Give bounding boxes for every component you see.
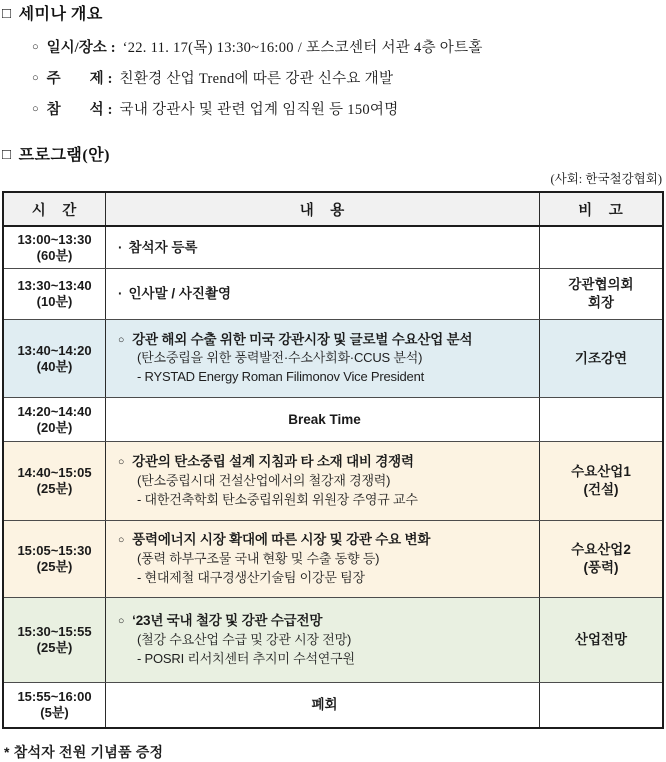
overview-list <box>32 33 664 126</box>
note-line: 회장 <box>587 295 615 310</box>
time-duration: (10분) <box>36 294 73 309</box>
note-cell <box>540 598 662 682</box>
content-line-center <box>118 410 531 430</box>
overview-item-value: ‘22. 11. 17(목) 13:30~16:00 / 포스코센터 서관 4층 아트홀 <box>122 40 483 56</box>
table-header-content: 내 용 <box>106 193 540 225</box>
overview-title-text: 세미나 개요 <box>18 6 103 23</box>
content-line-text: 강관의 탄소중립 설계 지침과 타 소재 대비 경쟁력 <box>132 454 414 470</box>
note-cell <box>540 227 662 268</box>
time-cell <box>4 320 106 397</box>
note-line: 수요산업1 <box>571 464 631 480</box>
time-range: 13:30~13:40 <box>17 278 92 294</box>
time-cell <box>4 598 106 682</box>
content-line-main <box>118 452 531 472</box>
content-line-text: (탄소중립시대 건설산업에서의 철강재 경쟁력) <box>137 472 391 488</box>
content-line-speaker <box>118 650 531 669</box>
circle-bullet-icon: ○ <box>32 103 39 115</box>
table-row <box>4 598 662 683</box>
note-line: 산업전망 <box>574 632 628 648</box>
content-line-sub <box>118 550 531 569</box>
note-cell <box>540 398 662 441</box>
footnote: * 참석자 전원 기념품 증정 <box>4 744 164 760</box>
time-range: 14:20~14:40 <box>17 403 92 419</box>
content-line-sub <box>118 631 531 650</box>
square-bullet-icon: □ <box>2 147 12 163</box>
content-line-text: - 대한건축학회 탄소중립위원회 위원장 주영규 교수 <box>137 491 418 507</box>
circle-bullet-icon: ○ <box>118 534 125 547</box>
program-title-text: 프로그램(안) <box>18 147 110 164</box>
dot-bullet-icon: · <box>118 239 123 255</box>
table-header-row <box>4 193 662 227</box>
time-cell <box>4 442 106 520</box>
table-row <box>4 398 662 442</box>
note-cell <box>540 442 662 520</box>
time-duration: (5분) <box>40 705 69 720</box>
table-row <box>4 320 662 398</box>
overview-item-label: 주 제 <box>46 71 104 87</box>
table-body <box>4 227 662 727</box>
content-line-bullet <box>118 238 531 258</box>
table-row <box>4 269 662 320</box>
note-line: 강관협의회 <box>568 277 634 293</box>
time-cell <box>4 227 106 268</box>
content-line-sub <box>118 349 531 368</box>
overview-item-label: 참 석 <box>46 102 104 118</box>
circle-bullet-icon: ○ <box>118 456 125 469</box>
program-section <box>2 145 664 729</box>
program-section-title <box>2 145 664 167</box>
time-duration: (25분) <box>36 481 73 496</box>
content-line-text: 강관 해외 수출 위한 미국 강관시장 및 글로벌 수요산업 분석 <box>132 331 473 347</box>
circle-bullet-icon: ○ <box>32 41 39 53</box>
time-range: 15:30~15:55 <box>17 624 92 640</box>
time-range: 13:40~14:20 <box>17 342 92 358</box>
time-cell <box>4 398 106 441</box>
content-line-text: Break Time <box>288 411 361 427</box>
content-line-text: ‘23년 국내 철강 및 강관 수급전망 <box>132 613 323 629</box>
note-cell <box>540 683 662 727</box>
note-cell <box>540 320 662 397</box>
note-cell <box>540 521 662 597</box>
content-line-text: - RYSTAD Energy Roman Filimonov Vice President <box>137 369 425 385</box>
content-cell <box>106 598 540 682</box>
time-duration: (60분) <box>36 247 73 263</box>
table-row <box>4 442 662 521</box>
content-line-bullet <box>118 284 531 304</box>
content-line-center <box>118 695 531 715</box>
content-cell <box>106 320 540 397</box>
time-range: 15:55~16:00 <box>17 689 92 705</box>
content-cell <box>106 521 540 597</box>
content-line-text: (풍력 하부구조물 국내 현황 및 수출 동향 등) <box>137 550 380 566</box>
content-line-text: - POSRI 리서치센터 추지미 수석연구원 <box>137 650 355 666</box>
content-cell <box>106 227 540 268</box>
time-duration: (25분) <box>36 559 73 574</box>
time-duration: (25분) <box>36 640 73 655</box>
overview-item-attendees <box>32 95 664 126</box>
overview-item-colon: : <box>107 71 113 87</box>
content-line-text: (탄소중립을 위한 풍력발전·수소사회화·CCUS 분석) <box>137 350 423 366</box>
time-cell <box>4 269 106 319</box>
program-table <box>2 191 664 729</box>
circle-bullet-icon: ○ <box>118 333 125 346</box>
moderator-note: (사회: 한국철강협회) <box>550 172 662 186</box>
content-line-speaker <box>118 569 531 588</box>
time-duration: (20분) <box>36 419 73 435</box>
content-line-text: 폐회 <box>311 697 338 713</box>
content-cell <box>106 398 540 441</box>
content-line-speaker <box>118 491 531 510</box>
table-row <box>4 521 662 598</box>
circle-bullet-icon: ○ <box>32 72 39 84</box>
dot-bullet-icon: · <box>118 286 123 302</box>
overview-item-datetime <box>32 33 664 64</box>
content-line-main <box>118 330 531 350</box>
time-range: 13:00~13:30 <box>17 231 92 247</box>
table-header-note: 비 고 <box>578 202 624 219</box>
time-range: 15:05~15:30 <box>17 543 92 559</box>
content-line-text: (철강 수요산업 수급 및 강관 시장 전망) <box>137 631 352 647</box>
content-line-text: 참석자 등록 <box>128 239 198 255</box>
content-line-speaker <box>118 368 531 387</box>
time-cell <box>4 683 106 727</box>
content-cell <box>106 269 540 319</box>
overview-item-value: 친환경 산업 Trend에 따른 강관 신수요 개발 <box>119 71 394 87</box>
overview-item-colon: : <box>110 40 116 56</box>
circle-bullet-icon: ○ <box>118 615 125 628</box>
content-line-text: - 현대제철 대구경생산기술팀 이강문 팀장 <box>137 569 365 585</box>
note-line: 기조강연 <box>574 350 628 366</box>
content-cell <box>106 683 540 727</box>
overview-item-label: 일시/장소 <box>46 40 107 56</box>
time-cell <box>4 521 106 597</box>
content-line-main <box>118 530 531 550</box>
overview-item-topic <box>32 64 664 95</box>
overview-item-colon: : <box>107 102 113 118</box>
content-line-main <box>118 611 531 631</box>
content-line-text: 인사말 / 사진촬영 <box>128 286 232 302</box>
time-duration: (40분) <box>36 358 73 374</box>
content-cell <box>106 442 540 520</box>
content-line-text: 풍력에너지 시장 확대에 따른 시장 및 강관 수요 변화 <box>132 532 431 548</box>
square-bullet-icon: □ <box>2 6 12 22</box>
note-line: (풍력) <box>583 560 619 575</box>
note-cell <box>540 269 662 319</box>
time-range: 14:40~15:05 <box>17 465 92 481</box>
note-line: 수요산업2 <box>571 542 631 558</box>
overview-section-title <box>2 4 664 26</box>
table-row <box>4 683 662 727</box>
overview-item-value: 국내 강관사 및 관련 업계 임직원 등 150여명 <box>119 102 399 118</box>
table-header-time: 시 간 <box>4 193 106 225</box>
content-line-sub <box>118 472 531 491</box>
table-row <box>4 227 662 269</box>
note-line: (건설) <box>583 482 619 497</box>
